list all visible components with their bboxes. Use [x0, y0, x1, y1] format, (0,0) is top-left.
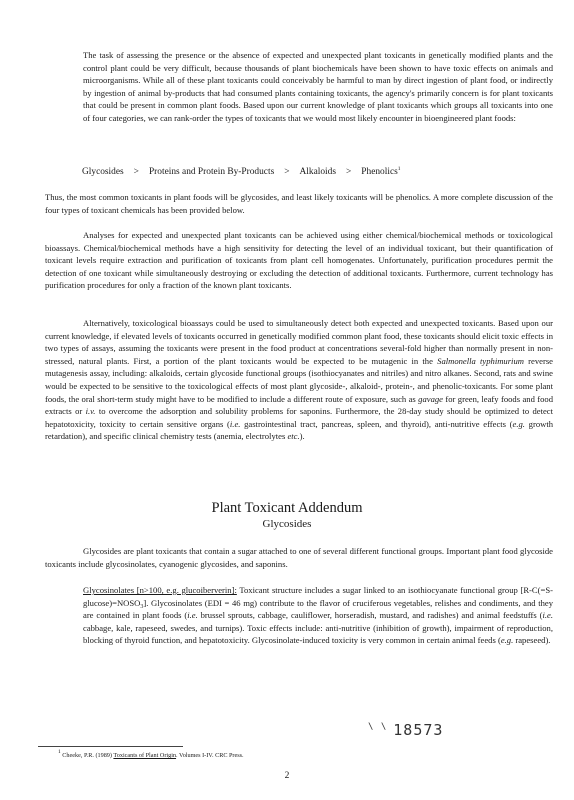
- toxicant-ranking: [82, 166, 552, 178]
- ie-term-2: i.e.: [542, 610, 554, 621]
- footnote-divider: [38, 746, 183, 747]
- subscript-3: 3: [140, 603, 144, 610]
- ranking-summary-paragraph: Thus, the most common toxicants in plant foods will be glycosides, and least likely toxicants will be phenolics. A more complete discussion of the four types of toxicant chemicals has been provided below.: [45, 192, 553, 215]
- eg-term-2: e.g.: [500, 635, 514, 646]
- intro-paragraph-text: The task of assessing the presence or the absence of expected and unexpected plant toxicants in genetically modified plants and the control plant could be very difficult, because thousands of plant biochemicals have been shown to have toxic effects on animals and microorganisms. While all of these plant toxicants could conceivably be harmful to man by direct ingestion of plant food, or indirectly by ingestion of animal by-products that had consumed plants containing toxicants, the agency's primarily concern is for plant toxicants that could be present in common plant foods. Based upon our current knowledge of plant toxicants which groups all toxicants into one of four categories, we can rank-order the types of toxicants that we would most likely encounter in bioengineered plant foods:: [83, 50, 553, 123]
- bioassay-text-2: reverse mutagenesis assay, including: alkaloids, certain glycoside functional groups (isothiocyanates and nitriles) and nitro alkanes. Second, rats and swine would be expected to be sensitive to the toxicological effects of most plant glycoside-, alkaloid-, protein-, and phenolic-toxicants. For some plant foods, the oral short-term study might have to be modified to include a different route of exposure, such as: [45, 355, 553, 404]
- eg-term: e.g.: [512, 418, 525, 429]
- page-number: 2: [284, 771, 290, 781]
- bioassay-paragraph: [45, 317, 553, 443]
- ranking-phenolics: Phenolics: [361, 167, 398, 177]
- bioassay-text-6: growth retardation), and specific clinical chemistry tests (anemia, electrolytes: [45, 418, 554, 442]
- glycosinolates-paragraph: [83, 584, 553, 647]
- bioassay-text-1: Alternatively, toxicological bioassays could be used to simultaneously detect both expected and unexpected toxicants. Based upon our current knowledge, if elevated levels of toxicants occurred in genetically modified common plant food, these toxicants should elicit toxic effects in two types of assays, assuming the toxicants were present in the food product at concentrations several-fold higher than normally present in non-stressed, natural plants. First, a portion of the plant toxicants would be expected to be mutagenic in the: [45, 318, 553, 366]
- footnote-author: Cheeke, P.R. (1989): [62, 752, 114, 759]
- bioassay-text-3: for green, leafy foods and food extracts or: [45, 393, 554, 417]
- footnote-publisher: . Volumes I-IV. CRC Press.: [176, 752, 244, 759]
- glycosinolates-text-3: brussel sprouts, cabbage, cauliflower, horseradish, mustard, and radishes) and animal feedstuffs (: [197, 610, 543, 621]
- bioassay-text-5: gastrointestinal tract, pancreas, spleen, and thyroid), anti-nutritive effects (: [240, 418, 513, 429]
- handwritten-number: 18573: [393, 721, 444, 739]
- footnote-marker: 1: [397, 166, 401, 172]
- ie-term: i.e.: [229, 418, 241, 429]
- footnote-number: 1: [58, 749, 61, 755]
- bioassay-text-7: ).: [299, 431, 305, 442]
- ranking-alkaloids: Alkaloids: [299, 167, 336, 177]
- addendum-title: Plant Toxicant Addendum: [211, 500, 363, 516]
- glycosinolates-text-5: rapeseed).: [513, 635, 551, 646]
- ie-term-1: i.e.: [187, 610, 198, 621]
- glycosinolates-text-1: Toxicant structure includes a sugar linked to an isothiocyanate functional group [R-C(=S-glucose)=NOSO: [83, 585, 553, 608]
- ranking-separator-1: >: [133, 167, 139, 177]
- addendum-subtitle: Glycosides: [262, 518, 312, 530]
- iv-term: i.v.: [85, 406, 96, 417]
- etc-term: etc.: [287, 431, 300, 442]
- ranking-separator-3: >: [346, 167, 352, 177]
- footnote-title: Toxicants of Plant Origin: [113, 752, 177, 759]
- glycosides-intro-paragraph: Glycosides are plant toxicants that contain a sugar attached to one of several different functional groups. Important plant food glycoside toxicants include glycosinolates, cyanogenic glycosides, and saponins.: [45, 546, 553, 569]
- analysis-methods-paragraph: Analyses for expected and unexpected plant toxicants can be achieved using either chemical/biochemical methods or toxicological bioassays. Chemical/biochemical methods have a high sensitivity for detecting the level of an individual toxicant, but their quantification of toxicant levels require extraction and purification of toxicants from plant cell homogenates. Unfortunately, purification procedures permit the detection of one toxicant while simultaneously destroying or excluding the detection of additional toxicants. Furthermore, current technology has purification procedures for only a fraction of the known plant toxicants.: [45, 230, 553, 291]
- glycosinolates-text-2: ]. Glycosinolates (EDI = 46 mg) contribute to the flavor of cruciferous vegetables, relishes and condiments, and they are contained in plant foods (: [83, 597, 553, 621]
- handwritten-mark: \ \: [368, 722, 388, 732]
- gavage-term: gavage: [418, 393, 443, 404]
- species-name: Salmonella typhimurium: [437, 355, 524, 366]
- ranking-separator-2: >: [284, 167, 290, 177]
- footnote: [58, 749, 538, 760]
- handwritten-annotation: [368, 718, 443, 739]
- intro-paragraph: [83, 49, 553, 125]
- glycosinolates-text-4: cabbage, kale, rapeseed, swedes, and turnips). Toxic effects include: anti-nutritive (inhibition of growth), impairment of reproduction, blocking of thyroid function, and hepatotoxicity. Glycosinolate-induced toxicity is very common in certain animal feeds (: [83, 622, 553, 646]
- bioassay-text-4: to overcome the adsorption and solubility problems for saponins. Furthermore, the 28-day study should be optimized to detect hepatotoxicity, toxicity to certain sensitive organs (: [45, 406, 553, 429]
- glycosinolates-term: Glycosinolates [n>100, e.g. glucoiberverin]:: [83, 585, 237, 595]
- ranking-glycosides: Glycosides: [82, 167, 124, 177]
- ranking-proteins: Proteins and Protein By-Products: [148, 167, 275, 177]
